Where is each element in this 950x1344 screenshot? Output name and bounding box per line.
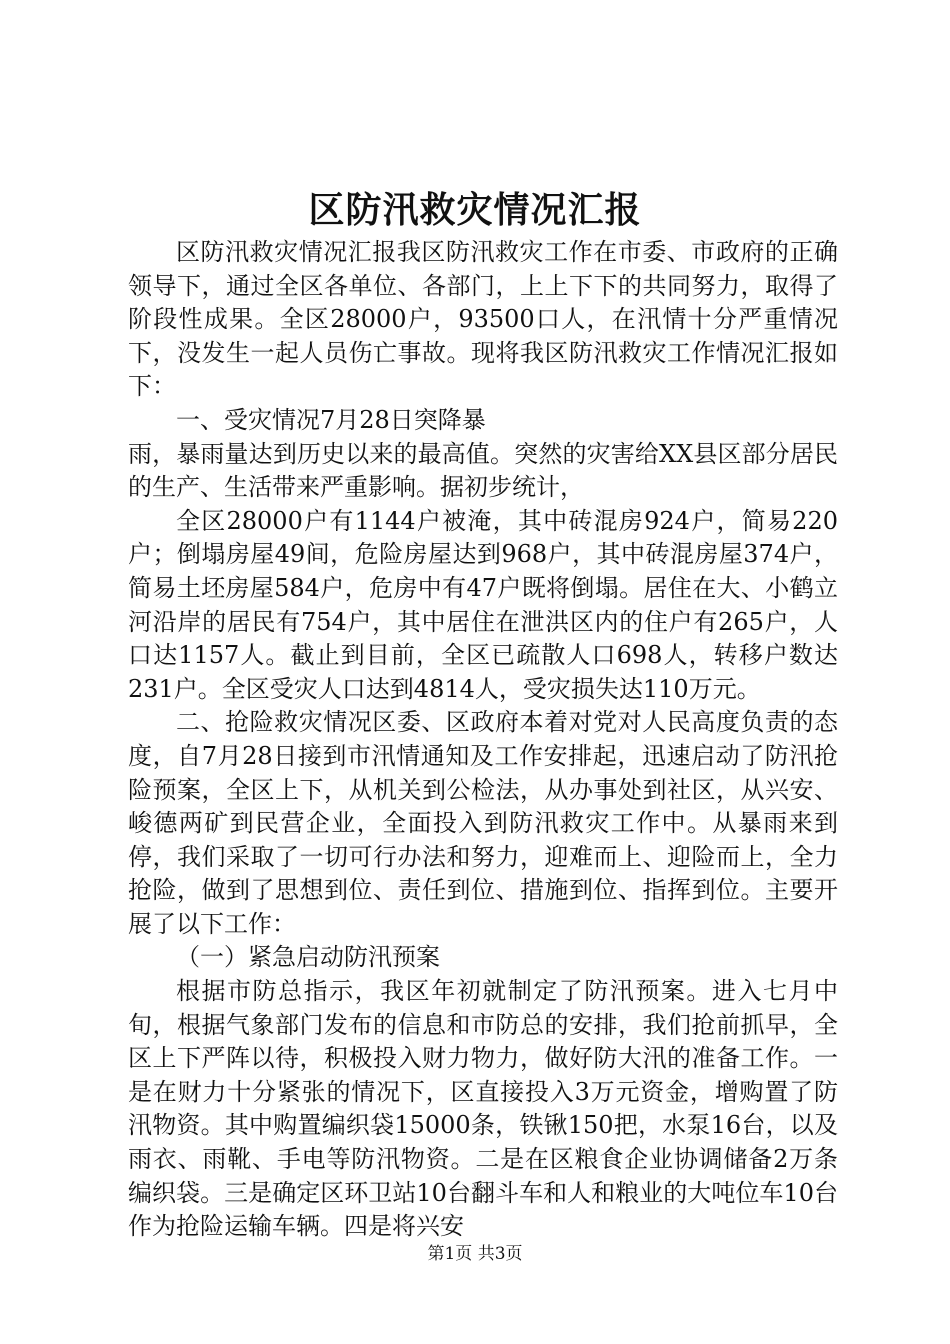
paragraph-plan: 根据市防总指示，我区年初就制定了防汛预案。进入七月中旬，根据气象部门发布的信息和市防总的安排，我们抢前抓早，全区上下严阵以待，积极投入财力物力，做好防大汛的准备工作。一是在财力十分紧张的情况下，区直接投入3万元资金，增购置了防汛物资。其中购置编织袋15000条，铁锹150把，水泵16台，以及雨衣、雨靴、手电等防汛物资。二是在区粮食企业协调储备2万条编织袋。三是确定区环卫站10台翻斗车和人和粮业的大吨位车10台作为抢险运输车辆。四是将兴安: [128, 977, 838, 1241]
page-footer: 第1页 共3页: [427, 1244, 523, 1264]
section-heading-disaster: 一、受灾情况7月28日突降暴: [176, 405, 486, 434]
subsection-heading-plan: （一）紧急启动防汛预案: [176, 943, 440, 972]
paragraph-intro: 区防汛救灾情况汇报我区防汛救灾工作在市委、市政府的正确领导下，通过全区各单位、各部门，上上下下的共同努力，取得了阶段性成果。全区28000户，93500口人，在汛情十分严重情况下，没发生一起人员伤亡事故。现将我区防汛救灾工作情况汇报如下：: [128, 238, 838, 401]
paragraph-disaster-continued: 雨，暴雨量达到历史以来的最高值。突然的灾害给XX县区部分居民的生产、生活带来严重影响。据初步统计，: [128, 439, 838, 502]
document-body: [128, 236, 838, 1244]
document-title: 区防汛救灾情况汇报: [308, 189, 642, 231]
paragraph-disaster-statistics: 全区28000户有1144户被淹，其中砖混房924户，简易220户；倒塌房屋49间，危险房屋达到968户，其中砖混房屋374户，简易土坯房屋584户，危房中有47户既将倒塌。居住在大、小鹤立河沿岸的居民有754户，其中居住在泄洪区内的住户有265户，人口达1157人。截止到目前，全区已疏散人口698人，转移户数达231户。全区受灾人口达到4814人，受灾损失达110万元。: [128, 506, 838, 703]
paragraph-rescue: 二、抢险救灾情况区委、区政府本着对党对人民高度负责的态度，自7月28日接到市汛情通知及工作安排起，迅速启动了防汛抢险预案，全区上下，从机关到公检法，从办事处到社区，从兴安、峻德两矿到民营企业，全面投入到防汛救灾工作中。从暴雨来到停，我们采取了一切可行办法和努力，迎难而上、迎险而上，全力抢险，做到了思想到位、责任到位、措施到位、指挥到位。主要开展了以下工作：: [128, 708, 838, 938]
